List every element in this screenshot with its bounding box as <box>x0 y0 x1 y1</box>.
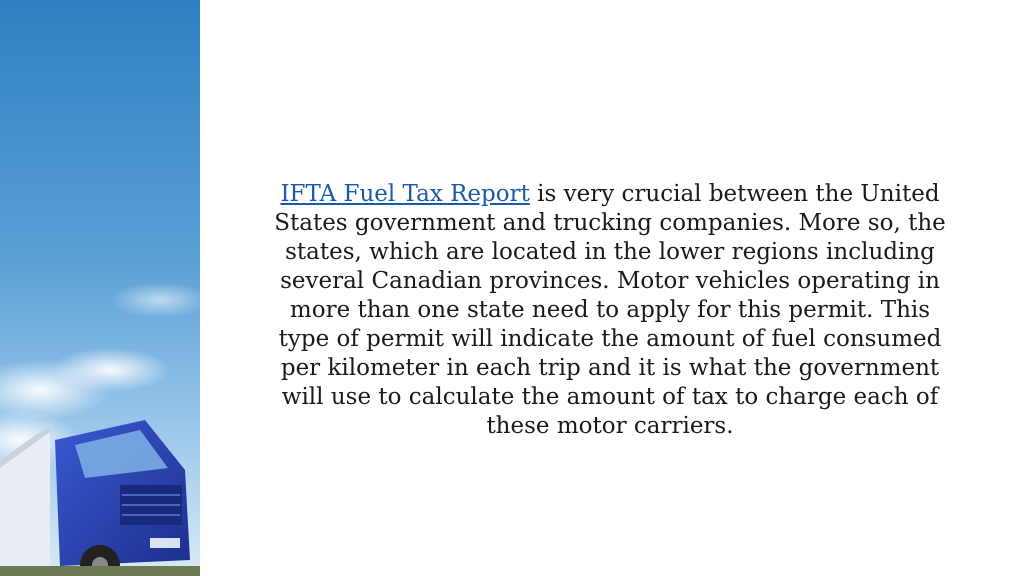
truck-icon <box>0 0 200 576</box>
truck-sky-image <box>0 0 200 576</box>
slide-body <box>270 180 950 441</box>
body-text: is very crucial between the United States government and trucking companies. More so, the states, which are located in the lower regions including several Canadian provinces. Motor vehicles operating in more than one state need to apply for this permit. This type of permit will indicate the amount of fuel consumed per kilometer in each trip and it is what the government will use to calculate the amount of tax to charge each of these motor carriers. <box>274 181 946 439</box>
ifta-report-link[interactable]: IFTA Fuel Tax Report <box>280 181 530 207</box>
